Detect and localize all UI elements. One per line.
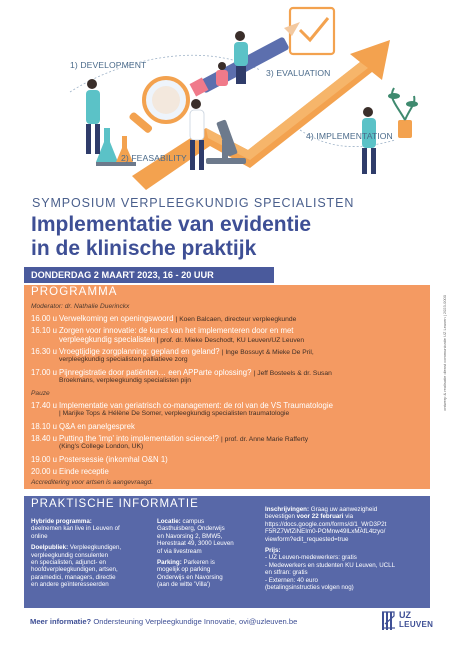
item-title: Zorgen voor innovatie: de kunst van het implementeren door en met [59,326,294,335]
audience-text-line: hoofdverpleegkundigen, artsen, [31,566,118,574]
item-speaker: | Koen Balcaen, directeur verpleegkunde [175,316,297,323]
logo-line-1: UZ [399,610,411,620]
item-title [59,314,296,323]
uz-leuven-emblem-icon [381,610,397,632]
magnifier-icon [128,78,188,134]
uz-leuven-logo [381,610,433,632]
registration-deadline: voor 22 februari [296,513,344,521]
stage-evaluation-label: 3) EVALUATION [266,68,331,78]
item-title: Postersessie (inkomhal O&N 1) [59,455,168,464]
design-credit: ontwerp & realisatie dienst communicatie UZ Leuven | 2023-0000 [442,295,447,411]
item-time: 16.10 u [31,326,58,335]
person-evaluation-figure [234,31,248,84]
location-text-line: Gasthuisberg, Onderwijs [157,525,225,533]
item-time: 17.40 u [31,401,58,410]
location-text-line: of via livestream [157,547,202,555]
item-time: 16.30 u [31,347,58,356]
hero-illustration [0,0,454,190]
item-title [59,434,308,443]
main-title-line-1: Implementatie van evidentie [31,213,312,236]
main-title-line-2: in de klinische praktijk [31,237,257,260]
col-registration-price [265,506,395,591]
audience-text-line: paramedici, managers, directie [31,573,116,581]
item-title-text: Putting the 'imp' into implementation science!? [59,434,219,443]
price-item: (betalingsinstructies volgen nog) [265,584,354,592]
accreditation-note: Accreditering voor artsen is aangevraagd. [31,479,154,486]
location-line [157,518,234,525]
moderator-note: Moderator: dr. Nathalie Duerinckx [31,303,130,310]
registration-url-line[interactable]: F5RZ7WfZiNEIm0-POMnw49lLxMAfL4tzyo/ [265,528,386,536]
price-item: - Medewerkers en studenten KU Leuven, UCLL [265,561,396,569]
col-hybrid-audience [31,518,121,589]
registration-deadline-line [265,513,395,520]
item-title-text: Verwelkoming en openingswoord [59,314,174,323]
person-top-figure [216,62,228,86]
item-time: 18.10 u [31,422,58,431]
programme-title: PROGRAMMA [31,286,118,298]
parking-text-line: mogelijk op parking [157,566,211,574]
practical-info-title: PRAKTISCHE INFORMATIE [31,498,199,510]
location-text-line: en Navorsing 2, BMW5, [157,532,223,540]
item-time: 20.00 u [31,467,58,476]
audience-line [31,544,121,551]
item-subline: Broekmans, verpleegkundig specialisten pijn [59,377,191,384]
more-info-footer [30,617,297,626]
evaluation-board-icon [290,8,334,54]
item-speaker: | prof. dr. Mieke Deschodt, KU Leuven/UZ Leuven [156,337,305,344]
registration-text: bevestigen [265,513,295,521]
location-text-line: Herestraat 49, 3000 Leuven [157,540,234,548]
item-subline: verpleegkundig specialisten palliatieve zorg [59,356,188,363]
parking-line [157,559,234,566]
parking-text: Parkeren is [183,559,215,567]
programme-section [24,285,430,489]
event-date: DONDERDAG 2 MAART 2023, 16 - 20 UUR [31,270,214,280]
more-info-label: Meer informatie? [30,617,92,626]
registration-url-line[interactable]: https://docs.google.com/forms/d/1_WrD3P2t [265,520,387,528]
item-time: 17.00 u [31,368,58,377]
location-label: Locatie: [157,518,181,525]
item-title [59,368,332,377]
registration-line [265,506,395,513]
hybrid-label: Hybride programma: [31,518,92,525]
audience-text-line: verpleegkundig consulenten [31,551,109,559]
person-development-figure [86,79,100,154]
implementation-process-illustration [0,0,454,190]
item-title-text: Pijnregistratie door patiënten… een APParte oplossing? [59,368,252,377]
item-time: 16.00 u [31,314,58,323]
price-item: en stfran: gratis [265,569,308,577]
registration-text: Graag uw aanwezigheid [310,506,378,513]
item-title: Q&A en panelgesprek [59,422,135,431]
stage-implementation-label: 4) IMPLEMENTATION [306,131,393,141]
registration-text: via [345,513,354,521]
hybrid-text-line: online [31,532,48,540]
item-time: 18.40 u [31,434,58,443]
item-title [59,347,314,356]
price-item: - Externen: 40 euro [265,576,318,584]
item-speaker: | Inge Bossuyt & Mieke De Pril, [221,349,314,356]
item-speaker: | prof. dr. Anne Marie Rafferty [221,436,309,443]
parking-label: Parking: [157,559,182,567]
price-label: Prijs: [265,547,281,555]
registration-label: Inschrijvingen: [265,506,310,513]
item-title: Einde receptie [59,467,109,476]
col-location-parking [157,518,234,589]
more-info-contact[interactable]: Ondersteuning Verpleegkundige Innovatie, ovi@uzleuven.be [93,617,298,626]
item-time: 19.00 u [31,455,58,464]
date-banner [24,267,274,283]
item-title-continued: verpleegkundig specialisten [59,335,155,344]
stage-feasability-label: 2) FEASABILITY [121,153,187,163]
stage-development-label: 1) DEVELOPMENT [70,60,147,70]
logo-line-2: LEUVEN [399,620,434,629]
practical-info-section [24,496,430,608]
item-subline [59,335,304,344]
audience-text-line: en specialisten, adjunct- en [31,559,106,567]
parking-text-line: (aan de witte 'Villa') [157,581,211,589]
hybrid-text-line: deelnemen kan live in Leuven of [31,525,120,533]
pause-note: Pauze [31,390,50,397]
location-text: campus [182,518,205,525]
symposium-heading: SYMPOSIUM VERPLEEGKUNDIG SPECIALISTEN [32,196,355,210]
audience-text: Verpleegkundigen, [69,544,122,552]
item-subline: | Marijke Tops & Hélène De Somer, verpleegkundig specialisten traumatologie [59,410,290,417]
item-subline: (King's College London, UK) [59,443,144,450]
item-title: Implementatie van geriatrisch co-management: de rol van de VS Traumatologie [59,401,333,410]
registration-url-line[interactable]: viewform?edit_requested=true [265,535,349,543]
audience-text-line: en andere geïnteresseerden [31,581,109,589]
audience-label: Doelpubliek: [31,544,69,552]
person-feasability-figure [190,99,204,170]
parking-text-line: Onderwijs en Navorsing [157,573,223,581]
item-speaker: | Jeff Bosteels & dr. Susan [253,370,332,377]
price-item: - UZ Leuven-medewerkers: gratis [265,554,357,562]
item-title-text: Vroegtijdige zorgplanning: gepland en geland? [59,347,220,356]
